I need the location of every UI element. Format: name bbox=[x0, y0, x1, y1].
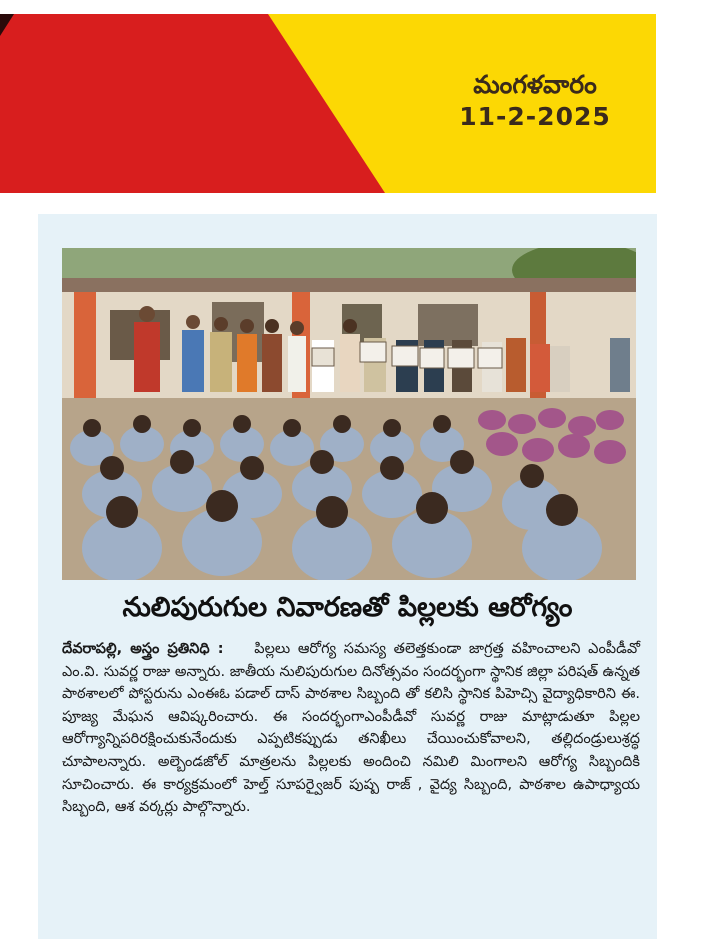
article-dateline: దేవరాపల్లి, అస్త్రం ప్రతినిధి : bbox=[62, 641, 224, 657]
news-article bbox=[38, 214, 657, 939]
article-photo bbox=[62, 248, 636, 580]
article-headline: నులిపురుగుల నివారణతో పిల్లలకు ఆరోగ్యం bbox=[122, 592, 573, 623]
date-banner bbox=[0, 14, 656, 193]
weekday-label: మంగళవారం bbox=[473, 70, 597, 99]
article-body bbox=[62, 638, 640, 819]
issue-date: 11-2-2025 bbox=[459, 102, 611, 131]
article-body-text: పిల్లలు ఆరోగ్య సమస్య తలెత్తకుండా జాగ్రత్త వహించాలని ఎంపీడీవో ఎం.వి. సువర్ణ రాజు అన్నారు. జాతీయ నులిపురుగుల దినోత్సవం సందర్భంగా స్థానిక జిల్లా పరిషత్ ఉన్నత పాఠశాలలో పోస్టరును ఎంఈఓ పడాల్ దాస్ పాఠశాల సిబ్బంది తో కలిసి స్థానిక పిహెచ్సి వైద్యాధికారిని ఈ. పూజ్య మేఘన ఆవిష్కరించారు. ఈ సందర్భంగాఎంపీడీవో సువర్ణ రాజు మాట్లాడుతూ పిల్లల ఆరోగ్యాన్నిపరిరక్షించుకునేందుకు ఎప్పటికప్పుడు తనిఖీలు చేయించుకోవాలని, తల్లిదండ్రులుశ్రద్ధ చూపాలన్నారు. అల్బెండజోల్ మాత్రలను పిల్లలకు అందించి నమిలి మింగాలని ఆరోగ్య సిబ్బందికి సూచించారు. ఈ కార్యక్రమంలో హెల్త్ సూపర్వైజర్ పుష్ప రాజ్ , వైద్య సిబ్బంది, పాఠశాల ఉపాధ్యాయ సిబ్బంది, ఆశ వర్కర్లు పాల్గొన్నారు. bbox=[62, 641, 640, 816]
